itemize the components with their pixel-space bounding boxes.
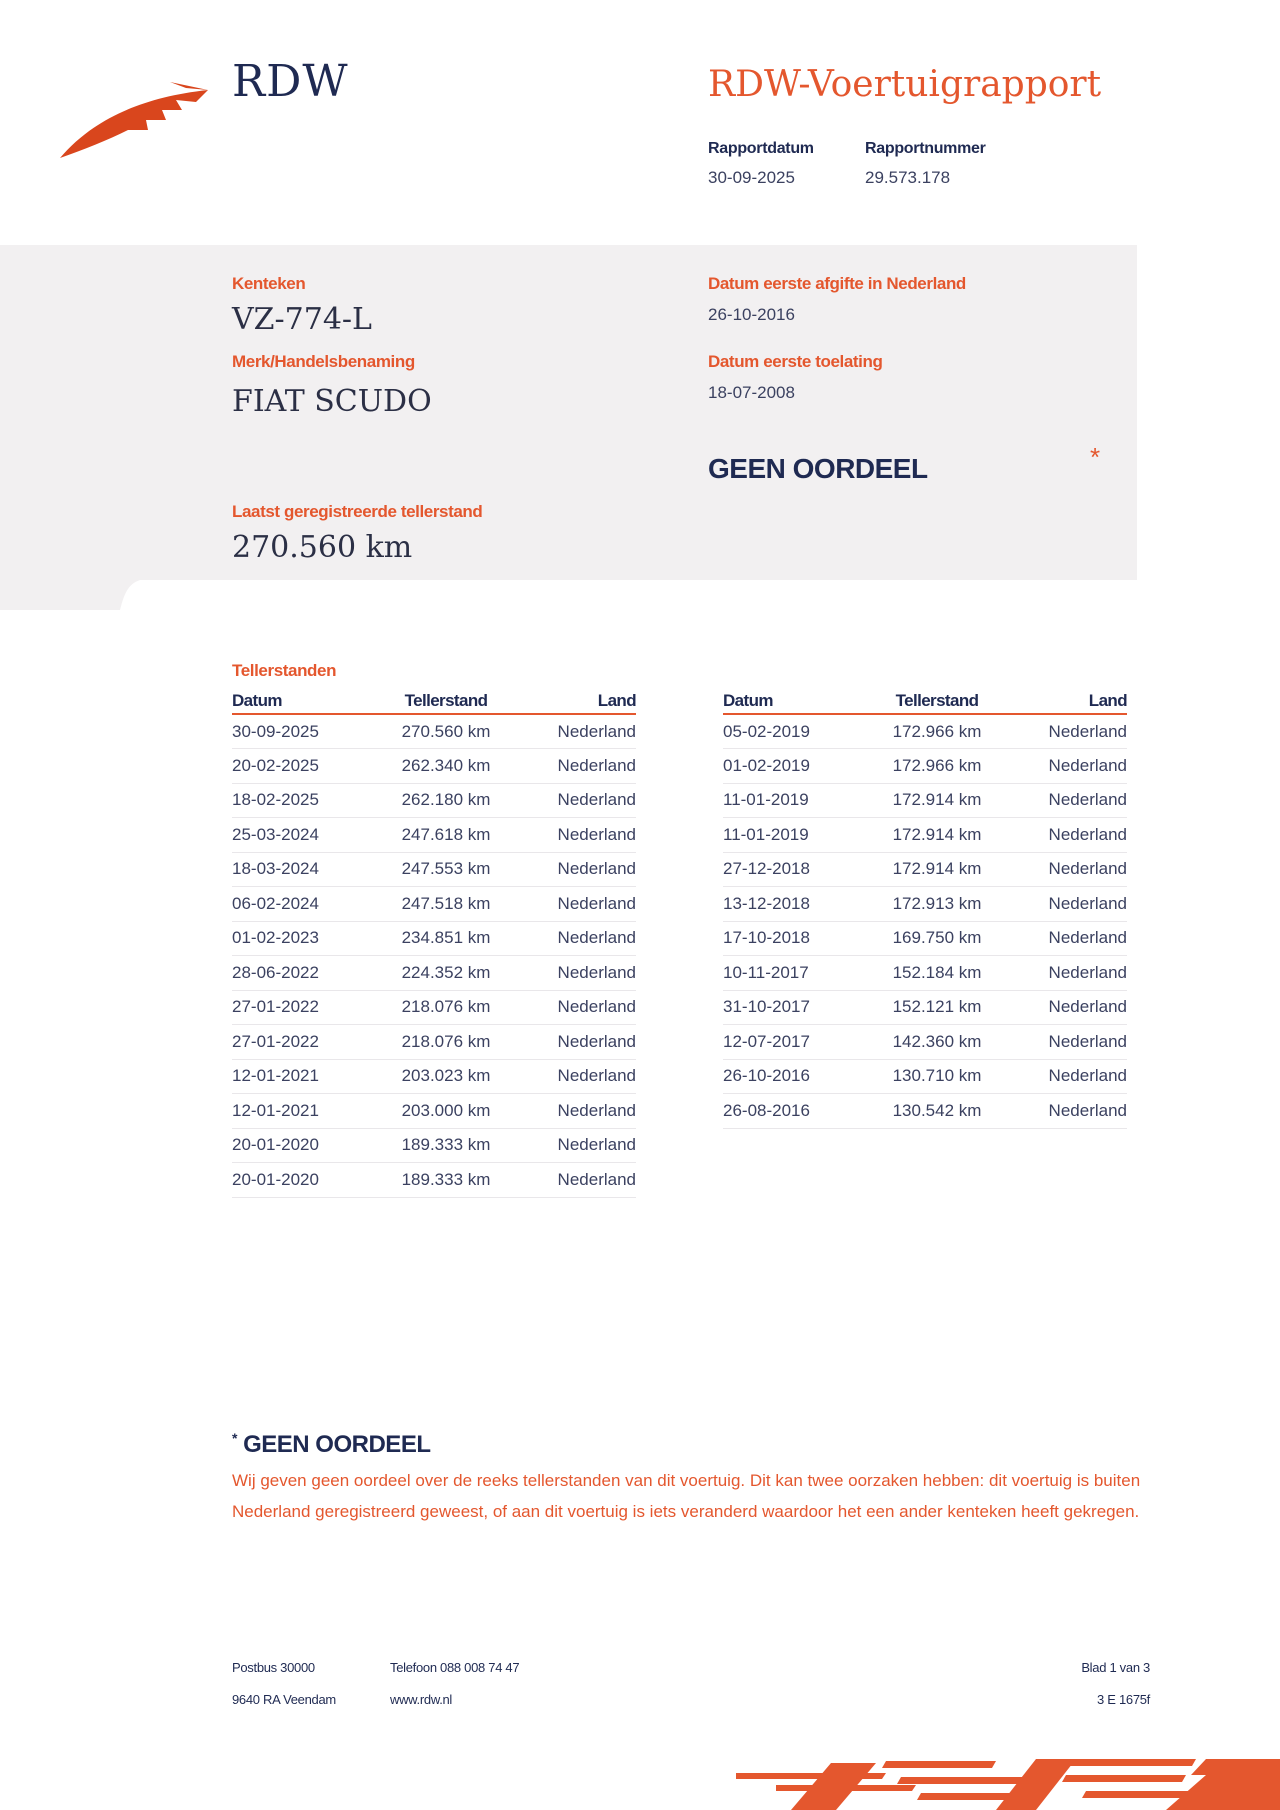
report-number-label: Rapportnummer [865, 140, 986, 157]
odometer-table-left [232, 688, 636, 1198]
row-odometer: 247.618 km [382, 818, 510, 853]
table-row [723, 1059, 1127, 1094]
row-date: 12-01-2021 [232, 1059, 382, 1094]
last-odometer-label: Laatst geregistreerde tellerstand [232, 502, 483, 521]
verdict-text: GEEN OORDEEL [708, 453, 928, 484]
row-country: Nederland [1001, 887, 1127, 922]
table-row [232, 1094, 636, 1129]
row-country: Nederland [510, 714, 636, 749]
last-odometer-value: 270.560 km [232, 530, 413, 565]
row-country: Nederland [1001, 1094, 1127, 1129]
brand-name: RDW [232, 56, 349, 107]
row-odometer: 262.180 km [382, 783, 510, 818]
footnote-text: Wij geven geen oordeel over de reeks tellerstanden van dit voertuig. Dit kan twee oorzaken hebben: dit voertuig is buiten Nederland geregistreerd geweest, of aan dit voertuig is iets veranderd waardoor het een ander kenteken heeft gekregen. [232, 1471, 1141, 1521]
report-date-label: Rapportdatum [708, 140, 814, 157]
row-country: Nederland [1001, 714, 1127, 749]
row-country: Nederland [1001, 956, 1127, 991]
row-country: Nederland [1001, 1059, 1127, 1094]
row-date: 01-02-2023 [232, 921, 382, 956]
row-date: 12-01-2021 [232, 1094, 382, 1129]
row-date: 20-01-2020 [232, 1128, 382, 1163]
footer-city: 9640 RA Veendam [232, 1692, 336, 1707]
footnote-title-text: GEEN OORDEEL [243, 1431, 431, 1458]
row-odometer: 262.340 km [382, 749, 510, 784]
first-admission-value: 18-07-2008 [708, 383, 795, 402]
column-header-date: Datum [723, 688, 873, 714]
footer-document-code: 3 E 1675f [1097, 1692, 1150, 1707]
table-row [232, 1128, 636, 1163]
row-country: Nederland [510, 990, 636, 1025]
row-odometer: 270.560 km [382, 714, 510, 749]
row-country: Nederland [510, 818, 636, 853]
row-date: 17-10-2018 [723, 921, 873, 956]
row-odometer: 172.966 km [873, 714, 1001, 749]
row-odometer: 152.184 km [873, 956, 1001, 991]
row-odometer: 224.352 km [382, 956, 510, 991]
table-row [723, 921, 1127, 956]
table-row [723, 783, 1127, 818]
table-row [723, 956, 1127, 991]
row-country: Nederland [510, 783, 636, 818]
row-country: Nederland [1001, 921, 1127, 956]
table-row [232, 852, 636, 887]
row-country: Nederland [1001, 1025, 1127, 1060]
row-odometer: 169.750 km [873, 921, 1001, 956]
row-country: Nederland [510, 921, 636, 956]
first-registration-nl-value: 26-10-2016 [708, 305, 795, 324]
row-odometer: 142.360 km [873, 1025, 1001, 1060]
row-date: 13-12-2018 [723, 887, 873, 922]
table-row [232, 714, 636, 749]
row-date: 27-01-2022 [232, 990, 382, 1025]
row-date: 20-02-2025 [232, 749, 382, 784]
row-date: 25-03-2024 [232, 818, 382, 853]
table-row [232, 1059, 636, 1094]
row-country: Nederland [1001, 818, 1127, 853]
footnote-title [232, 1430, 430, 1459]
table-row [723, 1025, 1127, 1060]
rdw-leaf-logo-icon [58, 80, 210, 160]
row-country: Nederland [510, 1094, 636, 1129]
table-row [232, 749, 636, 784]
vehicle-summary-panel [0, 245, 1137, 580]
row-odometer: 234.851 km [382, 921, 510, 956]
table-row [232, 990, 636, 1025]
row-odometer: 172.966 km [873, 749, 1001, 784]
row-odometer: 152.121 km [873, 990, 1001, 1025]
row-odometer: 130.710 km [873, 1059, 1001, 1094]
footer-website[interactable]: www.rdw.nl [390, 1692, 453, 1707]
row-odometer: 218.076 km [382, 1025, 510, 1060]
row-odometer: 218.076 km [382, 990, 510, 1025]
table-row [723, 714, 1127, 749]
footer-postbus: Postbus 30000 [232, 1660, 315, 1675]
make-value: FIAT SCUDO [232, 384, 432, 419]
row-date: 31-10-2017 [723, 990, 873, 1025]
row-odometer: 172.914 km [873, 783, 1001, 818]
row-date: 11-01-2019 [723, 818, 873, 853]
first-registration-nl-label: Datum eerste afgifte in Nederland [708, 274, 966, 293]
row-country: Nederland [1001, 852, 1127, 887]
row-country: Nederland [1001, 783, 1127, 818]
verdict-footnote-marker: * [1090, 442, 1101, 472]
row-date: 18-02-2025 [232, 783, 382, 818]
row-date: 06-02-2024 [232, 887, 382, 922]
table-row [232, 783, 636, 818]
make-label: Merk/Handelsbenaming [232, 352, 415, 371]
row-odometer: 189.333 km [382, 1128, 510, 1163]
row-country: Nederland [510, 956, 636, 991]
column-header-odometer: Tellerstand [382, 688, 510, 714]
report-date: 30-09-2025 [708, 168, 795, 187]
row-date: 10-11-2017 [723, 956, 873, 991]
row-odometer: 172.914 km [873, 852, 1001, 887]
table-row [723, 990, 1127, 1025]
row-date: 12-07-2017 [723, 1025, 873, 1060]
column-header-odometer: Tellerstand [873, 688, 1001, 714]
row-date: 26-08-2016 [723, 1094, 873, 1129]
row-date: 27-01-2022 [232, 1025, 382, 1060]
odometer-section-title: Tellerstanden [232, 661, 337, 680]
row-date: 27-12-2018 [723, 852, 873, 887]
column-header-country: Land [510, 688, 636, 714]
report-number: 29.573.178 [865, 168, 951, 187]
row-date: 28-06-2022 [232, 956, 382, 991]
row-date: 30-09-2025 [232, 714, 382, 749]
row-odometer: 203.023 km [382, 1059, 510, 1094]
table-header-row [232, 688, 636, 714]
first-admission-label: Datum eerste toelating [708, 352, 883, 371]
table-row [723, 1094, 1127, 1129]
column-header-country: Land [1001, 688, 1127, 714]
footnote-marker: * [232, 1430, 237, 1446]
row-odometer: 130.542 km [873, 1094, 1001, 1129]
row-odometer: 172.913 km [873, 887, 1001, 922]
table-row [232, 1025, 636, 1060]
row-country: Nederland [510, 749, 636, 784]
rdw-stripes-graphic [736, 1755, 1280, 1810]
table-row [723, 887, 1127, 922]
row-country: Nederland [510, 1025, 636, 1060]
row-date: 01-02-2019 [723, 749, 873, 784]
row-odometer: 247.553 km [382, 852, 510, 887]
plate-label: Kenteken [232, 274, 306, 293]
row-country: Nederland [510, 852, 636, 887]
row-country: Nederland [510, 1163, 636, 1198]
row-country: Nederland [510, 1128, 636, 1163]
row-odometer: 203.000 km [382, 1094, 510, 1129]
report-title: RDW-Voertuigrapport [708, 64, 1102, 105]
row-date: 18-03-2024 [232, 852, 382, 887]
column-header-date: Datum [232, 688, 382, 714]
table-row [723, 749, 1127, 784]
panel-corner-shape [0, 580, 140, 610]
row-country: Nederland [1001, 749, 1127, 784]
row-country: Nederland [1001, 990, 1127, 1025]
table-row [232, 887, 636, 922]
plate-value: VZ-774-L [232, 302, 372, 337]
row-odometer: 247.518 km [382, 887, 510, 922]
row-odometer: 189.333 km [382, 1163, 510, 1198]
table-row [232, 1163, 636, 1198]
row-date: 20-01-2020 [232, 1163, 382, 1198]
odometer-table-right [723, 688, 1127, 1129]
row-country: Nederland [510, 887, 636, 922]
table-header-row [723, 688, 1127, 714]
footer-page-number: Blad 1 van 3 [1081, 1660, 1150, 1675]
row-country: Nederland [510, 1059, 636, 1094]
table-row [723, 852, 1127, 887]
row-odometer: 172.914 km [873, 818, 1001, 853]
row-date: 05-02-2019 [723, 714, 873, 749]
table-row [232, 818, 636, 853]
table-row [723, 818, 1127, 853]
table-row [232, 921, 636, 956]
row-date: 26-10-2016 [723, 1059, 873, 1094]
row-date: 11-01-2019 [723, 783, 873, 818]
table-row [232, 956, 636, 991]
footer-phone: Telefoon 088 008 74 47 [390, 1660, 520, 1675]
